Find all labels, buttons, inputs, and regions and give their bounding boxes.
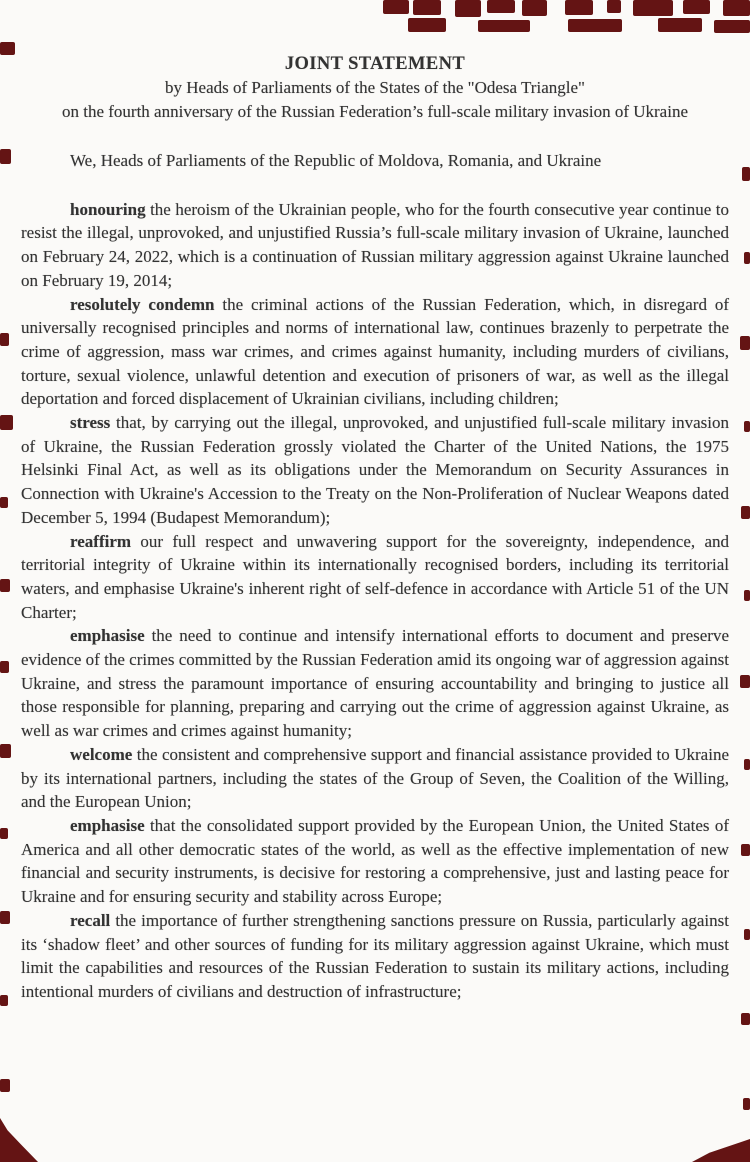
scan-artifact-corner-bottom-right: [692, 1139, 750, 1162]
scan-artifact: [743, 1098, 750, 1110]
statement-paragraph-emphasise-support: [21, 814, 729, 909]
paragraph-lead-word: recall: [70, 910, 111, 930]
statement-paragraph-honouring: [21, 198, 729, 293]
paragraph-text: the heroism of the Ukrainian people, who for the fourth consecutive year continue to resist the illegal, unprovoked, and unjustified Russia’s full-scale military invasion of Ukraine, launched on February 24, 2022, which is a continuation of Russian military aggression against Ukraine launched on February 19, 2014;: [21, 199, 729, 290]
scan-artifact: [0, 1079, 10, 1092]
statement-paragraph-recall: [21, 909, 729, 1004]
document-subtitle-line1: by Heads of Parliaments of the States of the "Odesa Triangle": [165, 78, 585, 97]
paragraph-text: that the consolidated support provided by the European Union, the United States of America and all other democratic states of the world, as well as the effective implementation of new financial and security instruments, is decisive for restoring a comprehensive, just and lasting peace for Ukraine and for ensuring security and stability across Europe;: [21, 815, 729, 907]
paragraph-lead-word: welcome: [70, 744, 133, 764]
paragraph-lead-word: stress: [70, 413, 111, 433]
statement-paragraph-reaffirm: [21, 530, 729, 625]
paragraph-text: the consistent and comprehensive support and financial assistance provided to Ukraine by its international partners, including the states of the Group of Seven, the Coalition of the Willing, and the European Union;: [21, 744, 729, 812]
paragraph-lead-word: resolutely condemn: [70, 294, 215, 314]
paragraph-lead-word: reaffirm: [70, 531, 132, 551]
statement-paragraph-stress: [21, 411, 729, 530]
paragraph-text: the importance of further strengthening sanctions pressure on Russia, particularly against its ‘shadow fleet’ and other sources of funding for its military aggression against Ukraine, which must limit the capabilities and resources of the Russian Federation to sustain its military actions, including intentional murders of civilians and destruction of infrastructure;: [21, 910, 729, 1001]
scan-artifact-corner-bottom-left: [0, 1118, 38, 1162]
paragraph-text: our full respect and unwavering support for the sovereignty, independence, and territorial integrity of Ukraine within its internationally recognised borders, including its territorial waters, and emphasise Ukraine's inherent right of self-defence in accordance with Article 51 of the UN Charter;: [21, 531, 729, 622]
statement-paragraph-emphasise-evidence: [21, 624, 729, 743]
document-title: JOINT STATEMENT: [284, 54, 466, 74]
document-subtitle-line2: on the fourth anniversary of the Russian Federation’s full-scale military invasion of Ukraine: [61, 101, 688, 121]
title-block: [21, 52, 729, 123]
paragraph-text: the need to continue and intensify international efforts to document and preserve evidence of the crimes committed by the Russian Federation amid its ongoing war of aggression against Ukraine, and stress the paramount importance of ensuring accountability and bringing to justice all those responsible for planning, preparing and carrying out the crime of aggression against Ukraine, as well as war crimes and crimes against humanity;: [21, 626, 729, 741]
statement-paragraph-condemn: [21, 293, 729, 412]
paragraph-lead-word: emphasise: [70, 815, 145, 835]
intro-paragraph: We, Heads of Parliaments of the Republic of Moldova, Romania, and Ukraine: [70, 151, 602, 170]
paragraph-text: the criminal actions of the Russian Federation, which, in disregard of universally recognised principles and norms of international law, continues brazenly to perpetrate the crime of aggression, mass war crimes, and crimes against humanity, including murders of civilians, torture, sexual violence, unlawful detention and execution of prisoners of war, as well as the illegal deportation and forced displacement of Ukrainian civilians, including children;: [21, 294, 729, 409]
statement-paragraph-welcome: [21, 743, 729, 814]
scan-artifact: [741, 1013, 750, 1025]
paragraph-lead-word: honouring: [70, 199, 146, 219]
paragraph-text: that, by carrying out the illegal, unprovoked, and unjustified full-scale military invasion of Ukraine, the Russian Federation grossly violated the Charter of the United Nations, the 1975 Helsinki Final Act, as well as its obligations under the Memorandum on Security Assurances in Connection with Ukraine's Accession to the Treaty on the Non-Proliferation of Nuclear Weapons dated December 5, 1994 (Budapest Memorandum);: [21, 413, 729, 527]
paragraph-lead-word: emphasise: [70, 626, 145, 646]
